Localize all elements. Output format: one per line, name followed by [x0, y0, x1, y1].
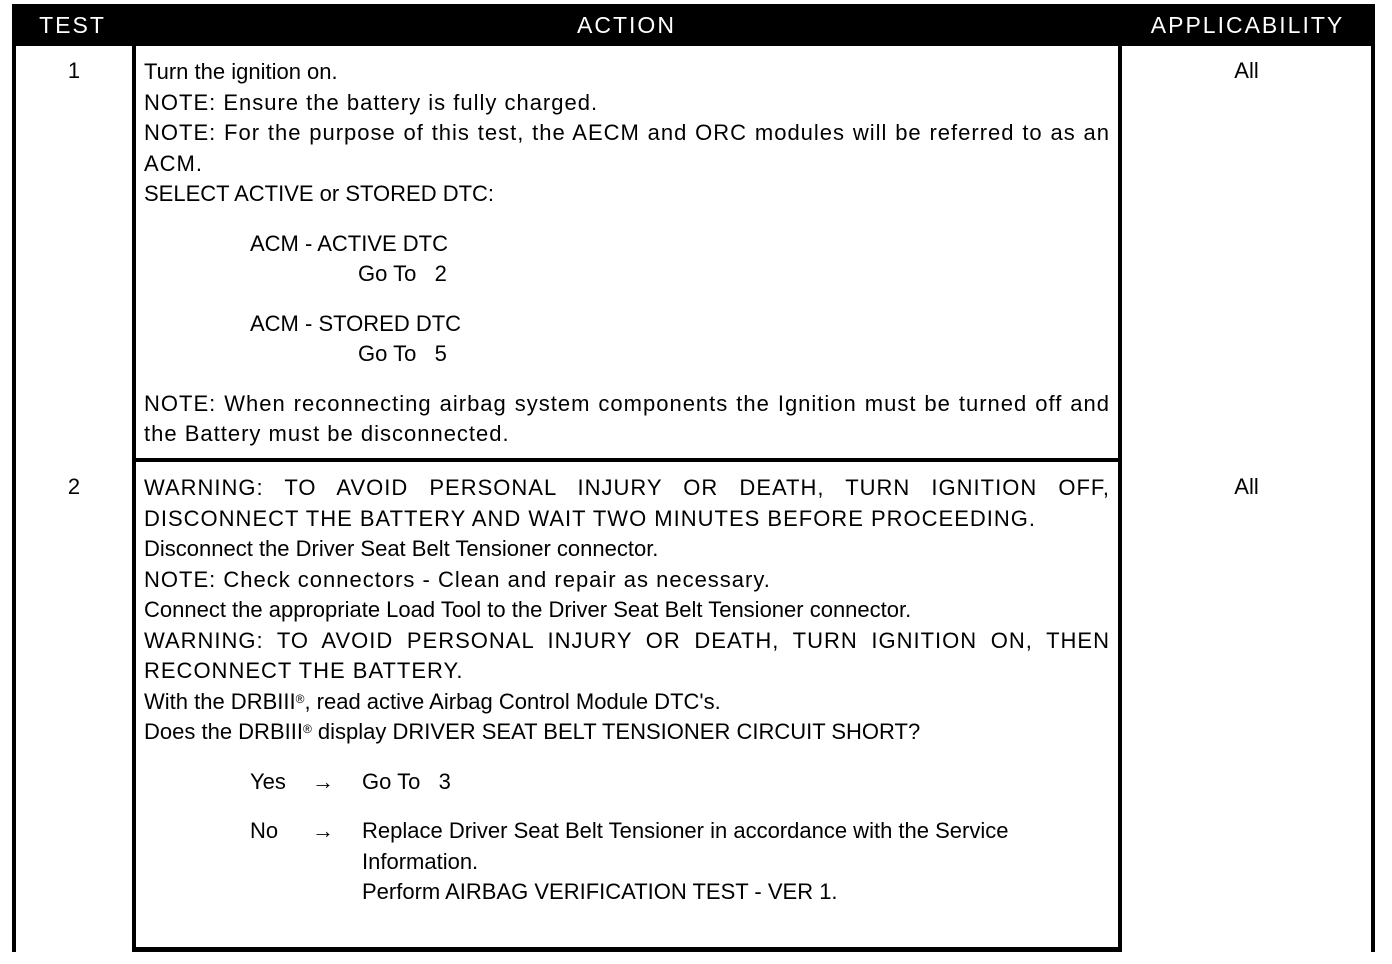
- row1-line: NOTE: Ensure the battery is fully charged.: [144, 89, 599, 115]
- row2-line: WARNING: TO AVOID PERSONAL INJURY OR DEATH, TURN IGNITION OFF, DISCONNECT THE BATTERY AND WAIT TWO MINUTES BEFORE PROCEEDING.: [144, 475, 1110, 531]
- row2-test-number: 2: [16, 462, 132, 959]
- row1-option-label: ACM - ACTIVE DTC: [250, 230, 449, 256]
- row1-option-result: Go To 2: [358, 261, 447, 286]
- row2-line: NOTE: Check connectors - Clean and repair as necessary.: [144, 566, 771, 592]
- row1-line: NOTE: For the purpose of this test, the AECM and ORC modules will be referred to as an ACM.: [144, 120, 1110, 176]
- row2-applicability: All: [1122, 462, 1371, 959]
- row2-drb-line: Does the DRBIII® display DRIVER SEAT BELT TENSIONER CIRCUIT SHORT?: [144, 719, 921, 744]
- header-applicability: APPLICABILITY: [1150, 11, 1345, 38]
- arrow-icon: →: [312, 768, 334, 794]
- arrow-icon: →: [312, 818, 334, 843]
- yes-result: Go To 3: [362, 768, 451, 794]
- yes-label: Yes: [250, 768, 286, 794]
- row1-line: SELECT ACTIVE or STORED DTC:: [144, 181, 495, 206]
- no-label: No: [250, 818, 279, 843]
- row1-line: Turn the ignition on.: [144, 59, 338, 84]
- row2-no: [144, 816, 1110, 908]
- row2-drb-line: With the DRBIII®, read active Airbag Control Module DTC's.: [144, 688, 721, 714]
- row1-applicability: All: [1122, 46, 1371, 470]
- registered-mark: ®: [295, 691, 305, 706]
- row1-test-number: 1: [16, 46, 132, 470]
- row1-option-label: ACM - STORED DTC: [250, 310, 462, 336]
- row2-line: Connect the appropriate Load Tool to the Driver Seat Belt Tensioner connector.: [144, 597, 912, 622]
- row2-action: [136, 462, 1118, 947]
- row2-line: WARNING: TO AVOID PERSONAL INJURY OR DEATH, TURN IGNITION ON, THEN RECONNECT THE BATTERY.: [144, 627, 1110, 683]
- header-action: ACTION: [577, 11, 676, 38]
- row2-line: Disconnect the Driver Seat Belt Tensioner connector.: [144, 536, 659, 561]
- row2-yes: [144, 767, 1110, 798]
- row1-option-result: Go To 5: [358, 341, 447, 366]
- row1-note: NOTE: When reconnecting airbag system components the Ignition must be turned off and the Battery must be disconnected.: [144, 390, 1110, 446]
- header-test: TEST: [39, 11, 106, 38]
- no-result: Replace Driver Seat Belt Tensioner in accordance with the Service Information. Perform AIRBAG VERIFICATION TEST - VER 1.: [362, 818, 1009, 904]
- row1-action: [136, 46, 1118, 458]
- registered-mark: ®: [302, 722, 312, 736]
- diagnostic-table: [12, 4, 1375, 952]
